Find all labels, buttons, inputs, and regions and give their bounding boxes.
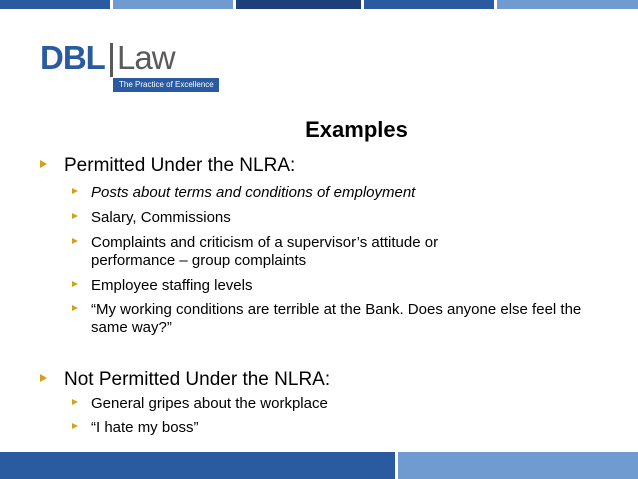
top-bar-segment [364,0,494,9]
bottom-bar-segment [0,452,395,479]
list-item-text: Employee staffing levels [91,277,253,294]
list-item-text: Salary, Commissions [91,209,231,226]
bullet-icon [72,238,78,244]
logo-name-part2: Law [117,39,175,76]
list-item-text: “I hate my boss” [91,419,199,436]
top-bar-segment [236,0,361,9]
bullet-icon [72,399,78,405]
list-item-text: General gripes about the workplace [91,395,328,412]
section-heading-text: Permitted Under the NLRA: [64,155,296,176]
slide-title: Examples [305,117,408,142]
logo-name-part1: DBL [40,39,105,76]
bullet-icon [40,374,47,382]
bottom-decorative-bar [0,452,638,479]
company-logo [40,39,214,100]
top-bar-segment [113,0,233,9]
logo-divider [110,43,113,77]
top-bar-segment [0,0,110,9]
bullet-icon [72,423,78,429]
bottom-bar-segment [398,452,638,479]
bullet-icon [72,213,78,219]
bullet-icon [40,160,47,168]
bullet-icon [72,305,78,311]
logo-tagline: The Practice of Excellence [113,78,219,92]
top-decorative-bar [0,0,638,9]
section-heading-text: Not Permitted Under the NLRA: [64,369,331,390]
list-item-text: Complaints and criticism of a supervisor’s attitude or performance – group complaints [91,234,439,269]
bullet-icon [72,188,78,194]
bullet-icon [72,281,78,287]
list-item-text: Posts about terms and conditions of employment [91,184,416,201]
top-bar-segment [497,0,638,9]
list-item-text: “My working conditions are terrible at the Bank. Does anyone else feel the same way?” [91,301,582,336]
